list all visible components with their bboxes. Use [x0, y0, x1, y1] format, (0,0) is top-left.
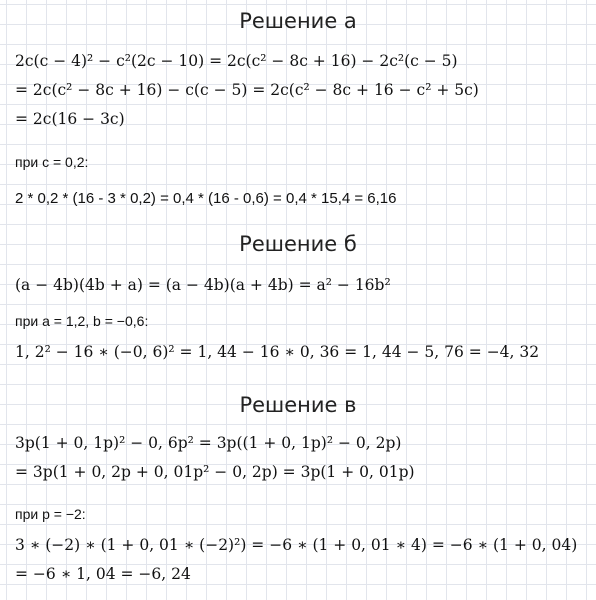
- calculation-a: 2 * 0,2 * (16 - 3 * 0,2) = 0,4 * (16 - 0,6) = 0,4 * 15,4 = 6,16: [15, 190, 397, 207]
- heading-solution-b: Решение б: [239, 232, 357, 256]
- condition-a: при c = 0,2:: [15, 154, 89, 170]
- heading-solution-c: Решение в: [239, 393, 357, 417]
- condition-b: при a = 1,2, b = −0,6:: [15, 313, 149, 329]
- formula-a-line-2: = 2c(c² − 8c + 16) − c(c − 5) = 2c(c² − 8c + 16 − c² + 5c): [15, 81, 479, 99]
- condition-c: при p = −2:: [15, 506, 86, 522]
- formula-c-line-1: 3p(1 + 0, 1p)² − 0, 6p² = 3p((1 + 0, 1p)² − 0, 2p): [15, 434, 402, 452]
- formula-a-line-3: = 2c(16 − 3c): [15, 110, 125, 128]
- heading-solution-a: Решение а: [239, 9, 357, 33]
- calculation-b: 1, 2² − 16 ∗ (−0, 6)² = 1, 44 − 16 ∗ 0, 36 = 1, 44 − 5, 76 = −4, 32: [15, 343, 540, 361]
- formula-a-line-1: 2c(c − 4)² − c²(2c − 10) = 2c(c² − 8c + 16) − 2c²(c − 5): [15, 52, 458, 70]
- calculation-c-line-2: = −6 ∗ 1, 04 = −6, 24: [15, 565, 191, 583]
- formula-c-line-2: = 3p(1 + 0, 2p + 0, 01p² − 0, 2p) = 3p(1 + 0, 01p): [15, 463, 415, 481]
- calculation-c-line-1: 3 ∗ (−2) ∗ (1 + 0, 01 ∗ (−2)²) = −6 ∗ (1 + 0, 01 ∗ 4) = −6 ∗ (1 + 0, 04): [15, 536, 578, 554]
- formula-b-line-1: (a − 4b)(4b + a) = (a − 4b)(a + 4b) = a² − 16b²: [15, 276, 391, 294]
